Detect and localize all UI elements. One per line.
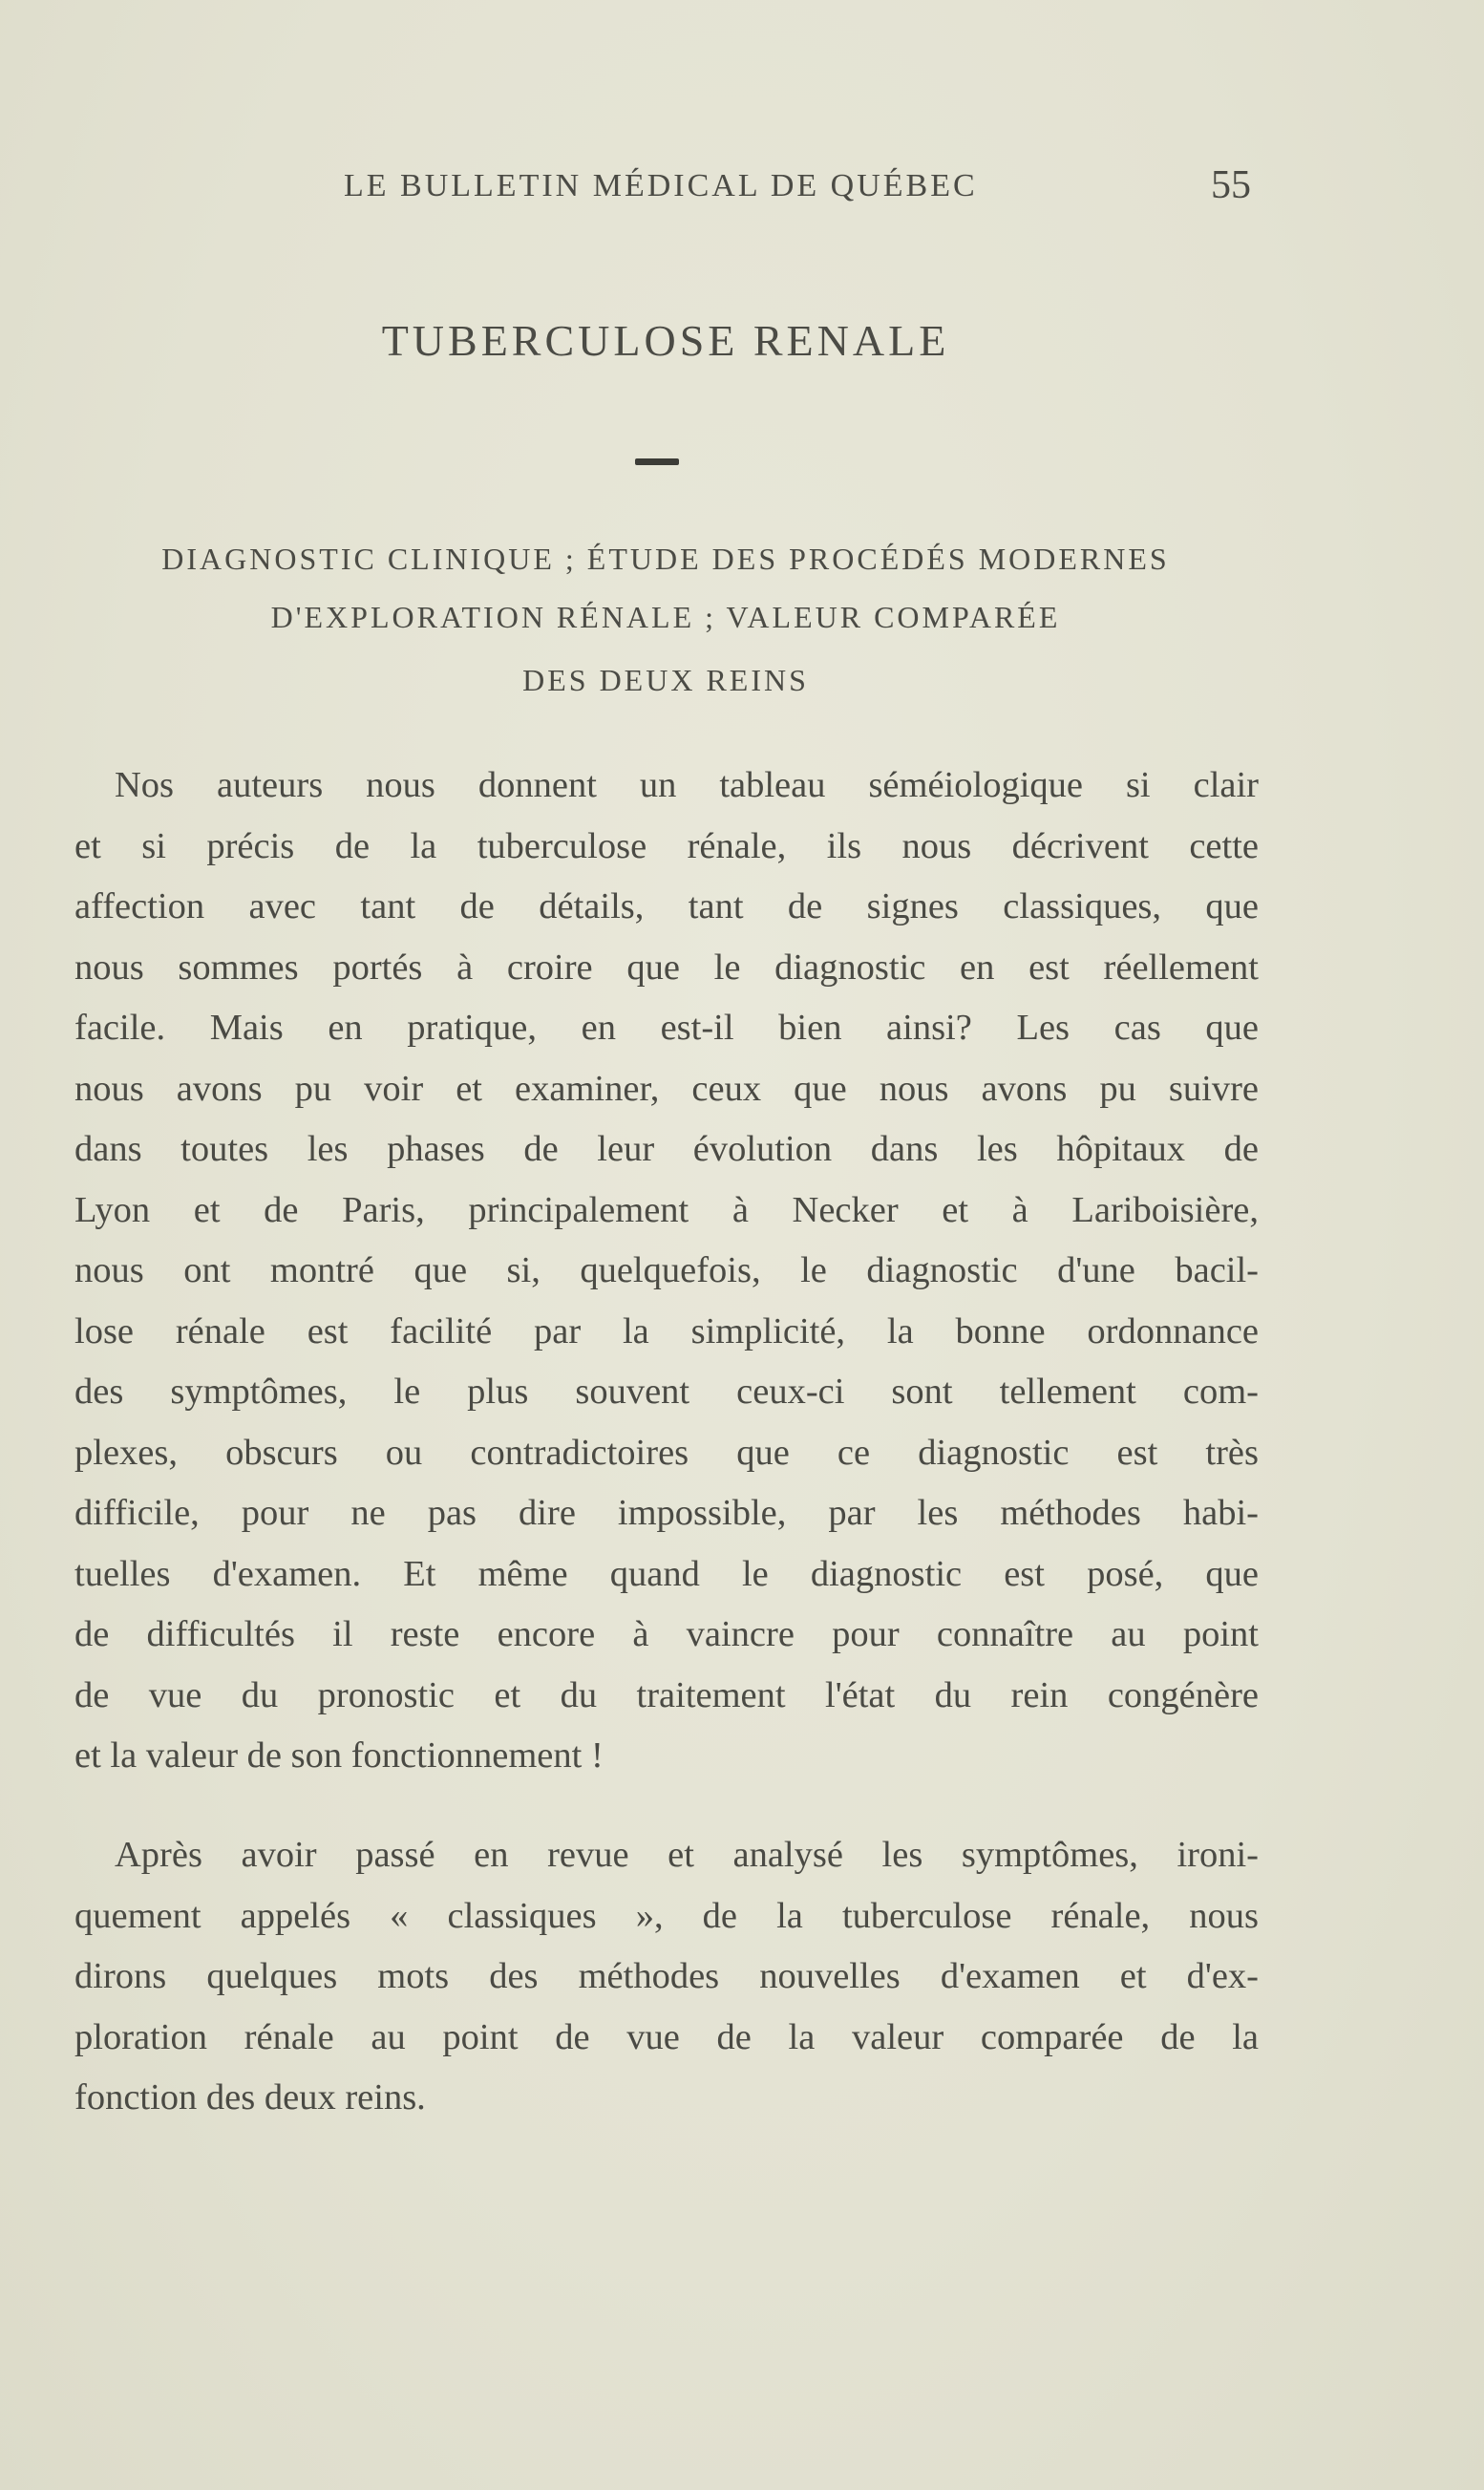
subtitle-line: DIAGNOSTIC CLINIQUE ; ÉTUDE DES PROCÉDÉS MODERNES [161, 542, 1170, 576]
title-rule [635, 458, 679, 465]
text-line: fonction des deux reins. [74, 2077, 426, 2118]
page-number: 55 [1211, 163, 1251, 207]
text-line: nous avons pu voir et examiner, ceux que nous avons pu suivre [74, 1068, 1259, 1109]
article-title: TUBERCULOSE RENALE [381, 316, 950, 365]
text-line: facile. Mais en pratique, en est-il bien ainsi? Les cas que [74, 1008, 1259, 1048]
text-line: plexes, obscurs ou contradictoires que ce diagnostic est très [74, 1432, 1259, 1473]
running-head: LE BULLETIN MÉDICAL DE QUÉBEC [344, 168, 978, 203]
text-line: lose rénale est facilité par la simplicité, la bonne ordonnance [74, 1310, 1259, 1351]
text-line: de difficultés il reste encore à vaincre pour connaître au point [74, 1614, 1259, 1654]
text-line: des symptômes, le plus souvent ceux-ci sont tellement com- [74, 1372, 1259, 1412]
text-line: et si précis de la tuberculose rénale, ils nous décrivent cette [74, 825, 1259, 866]
text-line: de vue du pronostic et du traitement l'état du rein congénère [74, 1674, 1259, 1715]
subtitle-line: DES DEUX REINS [522, 663, 809, 697]
text-line: quement appelés « classiques », de la tuberculose rénale, nous [74, 1895, 1259, 1936]
text-line: dirons quelques mots des méthodes nouvelles d'examen et d'ex- [74, 1956, 1259, 1996]
text-line: et la valeur de son fonctionnement ! [74, 1735, 604, 1776]
text-line: Lyon et de Paris, principalement à Necker et à Lariboisière, [74, 1189, 1259, 1230]
text-line: difficile, pour ne pas dire impossible, par les méthodes habi- [74, 1493, 1259, 1533]
text-line: nous sommes portés à croire que le diagnostic en est réellement [74, 947, 1259, 988]
text-line: Nos auteurs nous donnent un tableau séméiologique si clair [115, 765, 1259, 805]
subtitle-line: D'EXPLORATION RÉNALE ; VALEUR COMPARÉE [270, 600, 1061, 634]
text-line: tuelles d'examen. Et même quand le diagnostic est posé, que [74, 1553, 1259, 1594]
text-line: dans toutes les phases de leur évolution dans les hôpitaux de [74, 1129, 1259, 1169]
text-line: ploration rénale au point de vue de la valeur comparée de la [74, 2016, 1259, 2057]
text-line: affection avec tant de détails, tant de signes classiques, que [74, 886, 1259, 926]
text-line: Après avoir passé en revue et analysé les symptômes, ironi- [115, 1835, 1259, 1875]
text-line: nous ont montré que si, quelquefois, le diagnostic d'une bacil- [74, 1250, 1259, 1290]
